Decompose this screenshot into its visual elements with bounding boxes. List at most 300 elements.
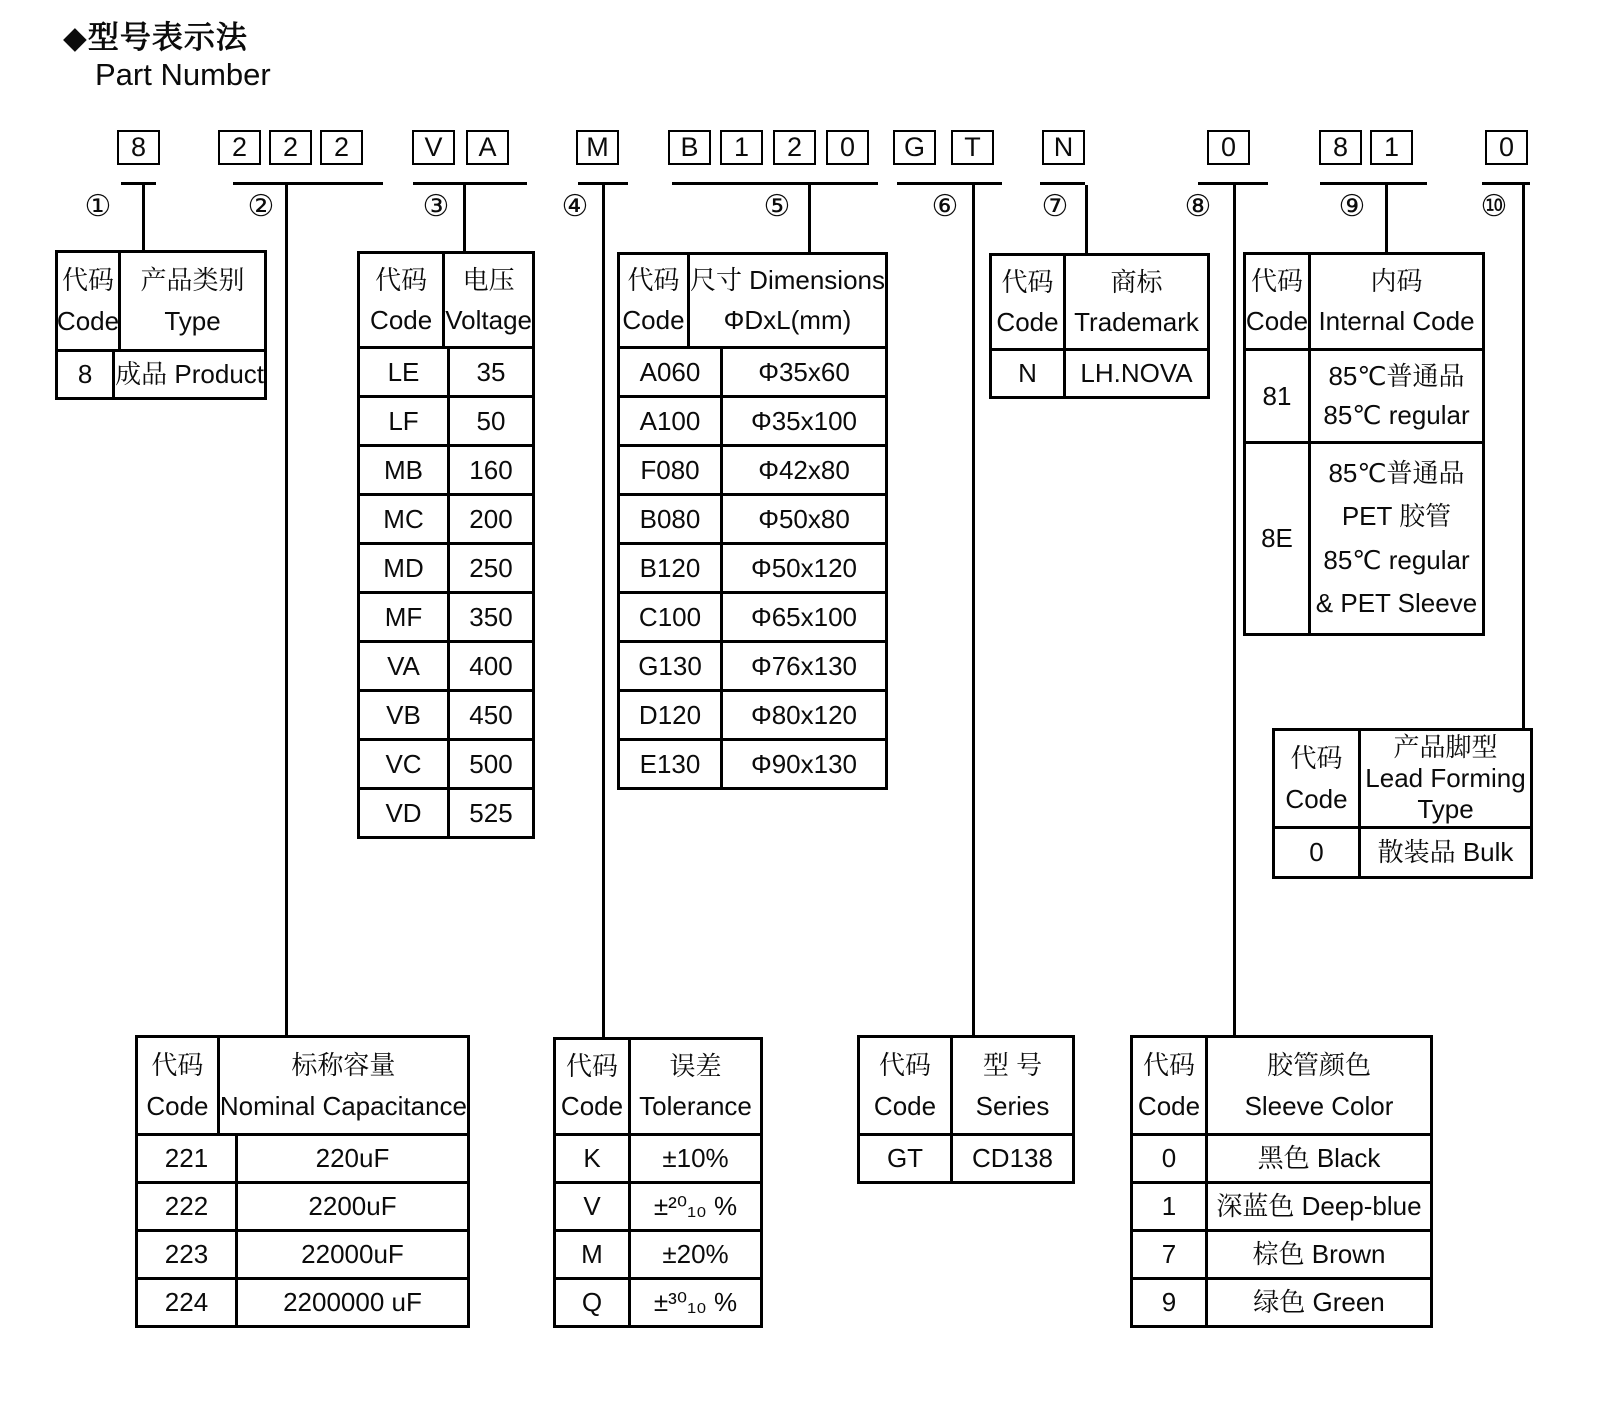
row-cell-value: [723, 692, 885, 738]
table-header-row: [138, 1038, 467, 1133]
row-cell-code: [360, 692, 450, 738]
row-cell-code: [360, 643, 450, 689]
cell-text-line: 8: [77, 359, 93, 390]
table-series: [857, 1035, 1075, 1184]
cell-text-line: A100: [639, 405, 701, 436]
table-row: [58, 349, 264, 397]
row-cell-value: [1208, 1280, 1430, 1325]
group-circle-number: ④: [561, 190, 589, 223]
cell-text-line: MF: [384, 601, 423, 632]
part-code-box: A: [466, 130, 509, 165]
group-underline: [413, 182, 527, 185]
cell-text-line: MD: [383, 552, 424, 583]
cell-text-line: 2200uF: [308, 1191, 397, 1222]
cell-text-line: 200: [469, 503, 513, 534]
table-row: [360, 444, 532, 493]
table-row: [360, 738, 532, 787]
cell-text-line: 223: [164, 1239, 209, 1270]
row-cell-value: [1311, 444, 1482, 633]
row-cell-code: [138, 1136, 238, 1181]
row-cell-value: [450, 398, 532, 444]
group-underline: [897, 182, 1002, 185]
cell-text-line: Sleeve Color: [1244, 1090, 1394, 1121]
cell-text-line: Nominal Capacitance: [219, 1090, 467, 1121]
row-cell-code: [620, 545, 723, 591]
cell-text-line: PET 胶管: [1341, 501, 1452, 532]
cell-text-line: 黑色 Black: [1257, 1143, 1381, 1174]
cell-text-line: M: [581, 1239, 603, 1270]
row-cell-code: [620, 692, 723, 738]
cell-text-line: Code: [996, 306, 1059, 337]
row-cell-value: [238, 1232, 467, 1277]
table-header-row: [620, 255, 885, 346]
table-trademark: [989, 253, 1210, 399]
row-cell-code: [58, 352, 115, 397]
header-cell-code: [992, 256, 1066, 348]
cell-text-line: 450: [469, 699, 513, 730]
table-row: [360, 493, 532, 542]
row-cell-code: [138, 1232, 238, 1277]
row-cell-code: [620, 398, 723, 444]
connector-line: [1233, 185, 1236, 1035]
row-cell-value: [450, 496, 532, 542]
row-cell-code: [360, 398, 450, 444]
table-row: [1246, 348, 1482, 441]
cell-text-line: 85℃普通品: [1328, 360, 1465, 391]
row-cell-value: [631, 1184, 760, 1229]
table-row: [556, 1277, 760, 1325]
cell-text-line: Code: [1285, 783, 1348, 814]
table-row: [1246, 441, 1482, 633]
table-row: [620, 346, 885, 395]
table-header-row: [360, 254, 532, 346]
cell-text-line: G130: [638, 650, 702, 681]
cell-text-line: Φ65x100: [750, 601, 858, 632]
cell-text-line: 50: [476, 405, 506, 436]
cell-text-line: 7: [1161, 1239, 1177, 1270]
cell-text-line: 2200000 uF: [283, 1287, 422, 1318]
cell-text-line: Trademark: [1074, 306, 1199, 337]
cell-text-line: Code: [622, 305, 685, 336]
connector-line: [1085, 185, 1088, 253]
part-code-box: B: [668, 130, 711, 165]
cell-text-line: 内码: [1370, 265, 1423, 296]
group-circle-number: ③: [422, 190, 450, 223]
group-underline: [121, 182, 156, 185]
cell-text-line: 商标: [1110, 266, 1163, 297]
table-row: [556, 1181, 760, 1229]
table-row: [620, 493, 885, 542]
table-row: [620, 395, 885, 444]
cell-text-line: Φ50x80: [758, 503, 850, 534]
cell-text-line: 85℃ regular: [1323, 544, 1470, 575]
cell-text-line: V: [583, 1191, 601, 1222]
table-sleeve-color: [1130, 1035, 1433, 1328]
cell-text-line: 8E: [1261, 523, 1293, 554]
cell-text-line: D120: [638, 699, 702, 730]
cell-text-line: 代码: [627, 265, 680, 296]
cell-text-line: Code: [56, 306, 120, 337]
table-row: [360, 689, 532, 738]
cell-text-line: Code: [370, 304, 433, 335]
cell-text-line: 代码: [1142, 1049, 1195, 1080]
row-cell-value: [1208, 1184, 1430, 1229]
cell-text-line: & PET Sleeve: [1315, 588, 1478, 619]
row-cell-value: [723, 496, 885, 542]
cell-text-line: ±³⁰₁₀ %: [653, 1287, 738, 1318]
cell-text-line: B120: [639, 552, 701, 583]
table-row: [360, 395, 532, 444]
table-row: [1275, 826, 1530, 876]
table-row: [360, 591, 532, 640]
row-cell-value: [115, 352, 264, 397]
row-cell-value: [450, 741, 532, 787]
group-circle-number: ⑨: [1338, 190, 1366, 223]
cell-text-line: 222: [164, 1191, 209, 1222]
table-row: [992, 348, 1207, 396]
row-cell-value: [450, 545, 532, 591]
cell-text-line: 代码: [878, 1049, 931, 1080]
cell-text-line: Φ90x130: [750, 748, 858, 779]
cell-text-line: 型 号: [982, 1049, 1043, 1080]
part-code-box: M: [576, 130, 619, 165]
row-cell-code: [1133, 1232, 1208, 1277]
row-cell-code: [556, 1232, 631, 1277]
header-cell-value: [631, 1040, 760, 1133]
page-title-zh: ◆型号表示法: [63, 20, 248, 55]
header-cell-code: [556, 1040, 631, 1133]
part-code-box: 0: [1485, 130, 1528, 165]
cell-text-line: ΦDxL(mm): [723, 305, 852, 336]
cell-text-line: 350: [469, 601, 513, 632]
cell-text-line: Code: [873, 1090, 937, 1121]
cell-text-line: 胶管颜色: [1266, 1049, 1371, 1080]
part-code-box: T: [951, 130, 994, 165]
cell-text-line: A060: [639, 356, 701, 387]
cell-text-line: Φ80x120: [750, 699, 858, 730]
row-cell-code: [556, 1280, 631, 1325]
cell-text-line: 224: [164, 1287, 209, 1318]
cell-text-line: ±10%: [662, 1143, 729, 1174]
cell-text-line: VA: [387, 650, 420, 681]
row-cell-code: [1246, 351, 1311, 441]
row-cell-value: [631, 1232, 760, 1277]
row-cell-value: [1208, 1136, 1430, 1181]
row-cell-value: [631, 1280, 760, 1325]
row-cell-value: [450, 692, 532, 738]
table-product-type: [55, 250, 267, 400]
table-row: [138, 1181, 467, 1229]
row-cell-code: [556, 1136, 631, 1181]
table-header-row: [860, 1038, 1072, 1133]
part-code-box: 1: [720, 130, 763, 165]
cell-text-line: Φ35x60: [758, 356, 850, 387]
part-code-box: 0: [1207, 130, 1250, 165]
cell-text-line: Φ50x120: [750, 552, 858, 583]
table-row: [620, 591, 885, 640]
table-voltage: [357, 251, 535, 839]
cell-text-line: Voltage: [445, 304, 532, 335]
cell-text-line: Φ42x80: [758, 454, 850, 485]
cell-text-line: Code: [146, 1090, 209, 1121]
table-row: [360, 640, 532, 689]
row-cell-value: [1066, 351, 1207, 396]
cell-text-line: 代码: [375, 264, 428, 295]
header-cell-value: [1208, 1038, 1430, 1133]
cell-text-line: Tolerance: [639, 1091, 752, 1122]
cell-text-line: 0: [1161, 1143, 1177, 1174]
header-cell-code: [58, 253, 121, 349]
cell-text-line: K: [583, 1143, 601, 1174]
table-header-row: [58, 253, 264, 349]
group-circle-number: ⑧: [1184, 190, 1212, 223]
cell-text-line: 产品脚型: [1393, 732, 1498, 763]
group-circle-number: ⑦: [1041, 190, 1069, 223]
connector-line: [972, 185, 975, 1035]
row-cell-code: [1133, 1280, 1208, 1325]
table-row: [620, 640, 885, 689]
connector-line: [602, 185, 605, 1037]
part-code-box: 2: [320, 130, 363, 165]
cell-text-line: 代码: [1001, 266, 1054, 297]
part-code-box: V: [412, 130, 455, 165]
connector-line: [1522, 185, 1525, 728]
cell-text-line: Φ76x130: [750, 650, 858, 681]
cell-text-line: LE: [387, 356, 420, 387]
part-code-box: 2: [773, 130, 816, 165]
cell-text-line: LH.NOVA: [1080, 358, 1193, 389]
group-circle-number: ⑥: [931, 190, 959, 223]
cell-text-line: 250: [469, 552, 513, 583]
row-cell-value: [450, 594, 532, 640]
cell-text-line: 160: [469, 454, 513, 485]
row-cell-value: [723, 545, 885, 591]
table-row: [138, 1133, 467, 1181]
header-cell-value: [445, 254, 532, 346]
table-row: [556, 1229, 760, 1277]
cell-text-line: 9: [1161, 1287, 1177, 1318]
group-underline: [233, 182, 383, 185]
row-cell-code: [992, 351, 1066, 396]
part-code-box: 0: [826, 130, 869, 165]
cell-text-line: VC: [385, 748, 422, 779]
row-cell-value: [631, 1136, 760, 1181]
row-cell-code: [620, 447, 723, 493]
cell-text-line: 500: [469, 748, 513, 779]
cell-text-line: Φ35x100: [750, 405, 858, 436]
cell-text-line: 1: [1161, 1191, 1177, 1222]
row-cell-code: [620, 594, 723, 640]
cell-text-line: 误差: [669, 1050, 722, 1081]
connector-line: [463, 185, 466, 251]
row-cell-value: [450, 447, 532, 493]
connector-line: [285, 185, 288, 1035]
table-row: [1133, 1181, 1430, 1229]
row-cell-code: [360, 741, 450, 787]
cell-text-line: 525: [469, 797, 513, 828]
table-row: [138, 1229, 467, 1277]
cell-text-line: 221: [164, 1143, 209, 1174]
row-cell-value: [238, 1184, 467, 1229]
table-header-row: [1133, 1038, 1430, 1133]
cell-text-line: N: [1018, 358, 1037, 389]
cell-text-line: 220uF: [315, 1143, 390, 1174]
cell-text-line: 81: [1262, 380, 1292, 411]
group-underline: [1040, 182, 1085, 185]
cell-text-line: 散装品 Bulk: [1377, 837, 1514, 868]
cell-text-line: VB: [386, 699, 421, 730]
cell-text-line: Q: [581, 1287, 603, 1318]
cell-text-line: Code: [1245, 306, 1309, 337]
cell-text-line: MB: [384, 454, 423, 485]
group-underline: [1320, 182, 1427, 185]
part-code-box: 1: [1370, 130, 1413, 165]
cell-text-line: F080: [640, 454, 700, 485]
row-cell-value: [450, 790, 532, 836]
table-row: [620, 444, 885, 493]
cell-text-line: CD138: [972, 1143, 1053, 1174]
header-cell-code: [360, 254, 445, 346]
cell-text-line: Internal Code: [1318, 306, 1475, 337]
cell-text-line: 标称容量: [291, 1049, 396, 1080]
header-cell-code: [620, 255, 690, 346]
table-capacitance: [135, 1035, 470, 1328]
row-cell-code: [1275, 829, 1361, 876]
header-cell-value: [1311, 255, 1482, 348]
page-title-en: Part Number: [95, 57, 271, 92]
cell-text-line: LF: [388, 405, 419, 436]
row-cell-code: [620, 496, 723, 542]
row-cell-value: [953, 1136, 1072, 1181]
row-cell-code: [360, 545, 450, 591]
part-code-box: G: [893, 130, 936, 165]
cell-text-line: Code: [560, 1091, 624, 1122]
part-code-box: N: [1042, 130, 1085, 165]
cell-text-line: 代码: [1290, 742, 1343, 773]
row-cell-code: [360, 496, 450, 542]
header-cell-value: [1066, 256, 1207, 348]
header-cell-code: [1133, 1038, 1208, 1133]
header-cell-value: [690, 255, 885, 346]
table-header-row: [992, 256, 1207, 348]
row-cell-value: [450, 643, 532, 689]
cell-text-line: 棕色 Brown: [1252, 1239, 1386, 1270]
part-code-box: 2: [269, 130, 312, 165]
row-cell-code: [138, 1184, 238, 1229]
cell-text-line: 电压: [462, 264, 515, 295]
row-cell-value: [450, 349, 532, 395]
table-row: [1133, 1277, 1430, 1325]
part-code-box: 8: [1319, 130, 1362, 165]
cell-text-line: 代码: [151, 1049, 204, 1080]
table-row: [620, 738, 885, 787]
cell-text-line: MC: [383, 503, 424, 534]
table-row: [138, 1277, 467, 1325]
header-cell-code: [1275, 731, 1361, 826]
group-circle-number: ①: [84, 190, 112, 223]
header-cell-value: [953, 1038, 1072, 1133]
cell-text-line: 代码: [1250, 265, 1303, 296]
row-cell-value: [723, 398, 885, 444]
cell-text-line: Series: [975, 1090, 1050, 1121]
row-cell-value: [1208, 1232, 1430, 1277]
table-lead-forming: [1272, 728, 1533, 879]
connector-line: [1385, 185, 1388, 252]
row-cell-value: [723, 643, 885, 689]
group-circle-number: ②: [247, 190, 275, 223]
row-cell-code: [360, 447, 450, 493]
part-code-box: 2: [218, 130, 261, 165]
table-row: [860, 1133, 1072, 1181]
row-cell-code: [556, 1184, 631, 1229]
cell-text-line: 绿色 Green: [1253, 1287, 1385, 1318]
cell-text-line: 400: [469, 650, 513, 681]
part-code-box: 8: [117, 130, 160, 165]
cell-text-line: Code: [1137, 1090, 1201, 1121]
cell-text-line: C100: [638, 601, 702, 632]
table-row: [1133, 1229, 1430, 1277]
group-circle-number: ⑩: [1480, 190, 1508, 223]
cell-text-line: 代码: [61, 264, 114, 295]
header-cell-code: [1246, 255, 1311, 348]
table-row: [620, 542, 885, 591]
cell-text-line: 成品 Product: [115, 359, 264, 390]
row-cell-value: [238, 1280, 467, 1325]
cell-text-line: Type: [164, 306, 221, 337]
cell-text-line: 产品类别: [140, 264, 245, 295]
table-row: [620, 689, 885, 738]
header-cell-value: [220, 1038, 467, 1133]
cell-text-line: 深蓝色 Deep-blue: [1216, 1191, 1422, 1222]
row-cell-code: [360, 594, 450, 640]
row-cell-code: [620, 741, 723, 787]
row-cell-value: [1361, 829, 1530, 876]
row-cell-value: [723, 349, 885, 395]
row-cell-code: [1133, 1136, 1208, 1181]
row-cell-value: [238, 1136, 467, 1181]
row-cell-code: [1133, 1184, 1208, 1229]
cell-text-line: 尺寸 Dimensions: [689, 265, 885, 296]
row-cell-code: [360, 790, 450, 836]
row-cell-code: [360, 349, 450, 395]
row-cell-code: [1246, 444, 1311, 633]
header-cell-code: [860, 1038, 953, 1133]
cell-text-line: 85℃普通品: [1328, 457, 1465, 488]
table-row: [1133, 1133, 1430, 1181]
cell-text-line: 0: [1309, 837, 1324, 868]
connector-line: [808, 185, 811, 252]
header-cell-value: [121, 253, 264, 349]
row-cell-value: [723, 741, 885, 787]
table-internal-code: [1243, 252, 1485, 636]
table-header-row: [1246, 255, 1482, 348]
header-cell-code: [138, 1038, 220, 1133]
table-header-row: [1275, 731, 1530, 826]
table-row: [556, 1133, 760, 1181]
cell-text-line: ±20%: [662, 1239, 729, 1270]
table-row: [360, 542, 532, 591]
cell-text-line: E130: [639, 748, 701, 779]
cell-text-line: VD: [385, 797, 422, 828]
group-circle-number: ⑤: [763, 190, 791, 223]
cell-text-line: 85℃ regular: [1323, 400, 1470, 431]
cell-text-line: GT: [886, 1143, 924, 1174]
connector-line: [142, 185, 145, 250]
cell-text-line: 代码: [565, 1050, 618, 1081]
table-header-row: [556, 1040, 760, 1133]
cell-text-line: 35: [476, 356, 506, 387]
cell-text-line: Lead Forming: [1365, 763, 1526, 794]
